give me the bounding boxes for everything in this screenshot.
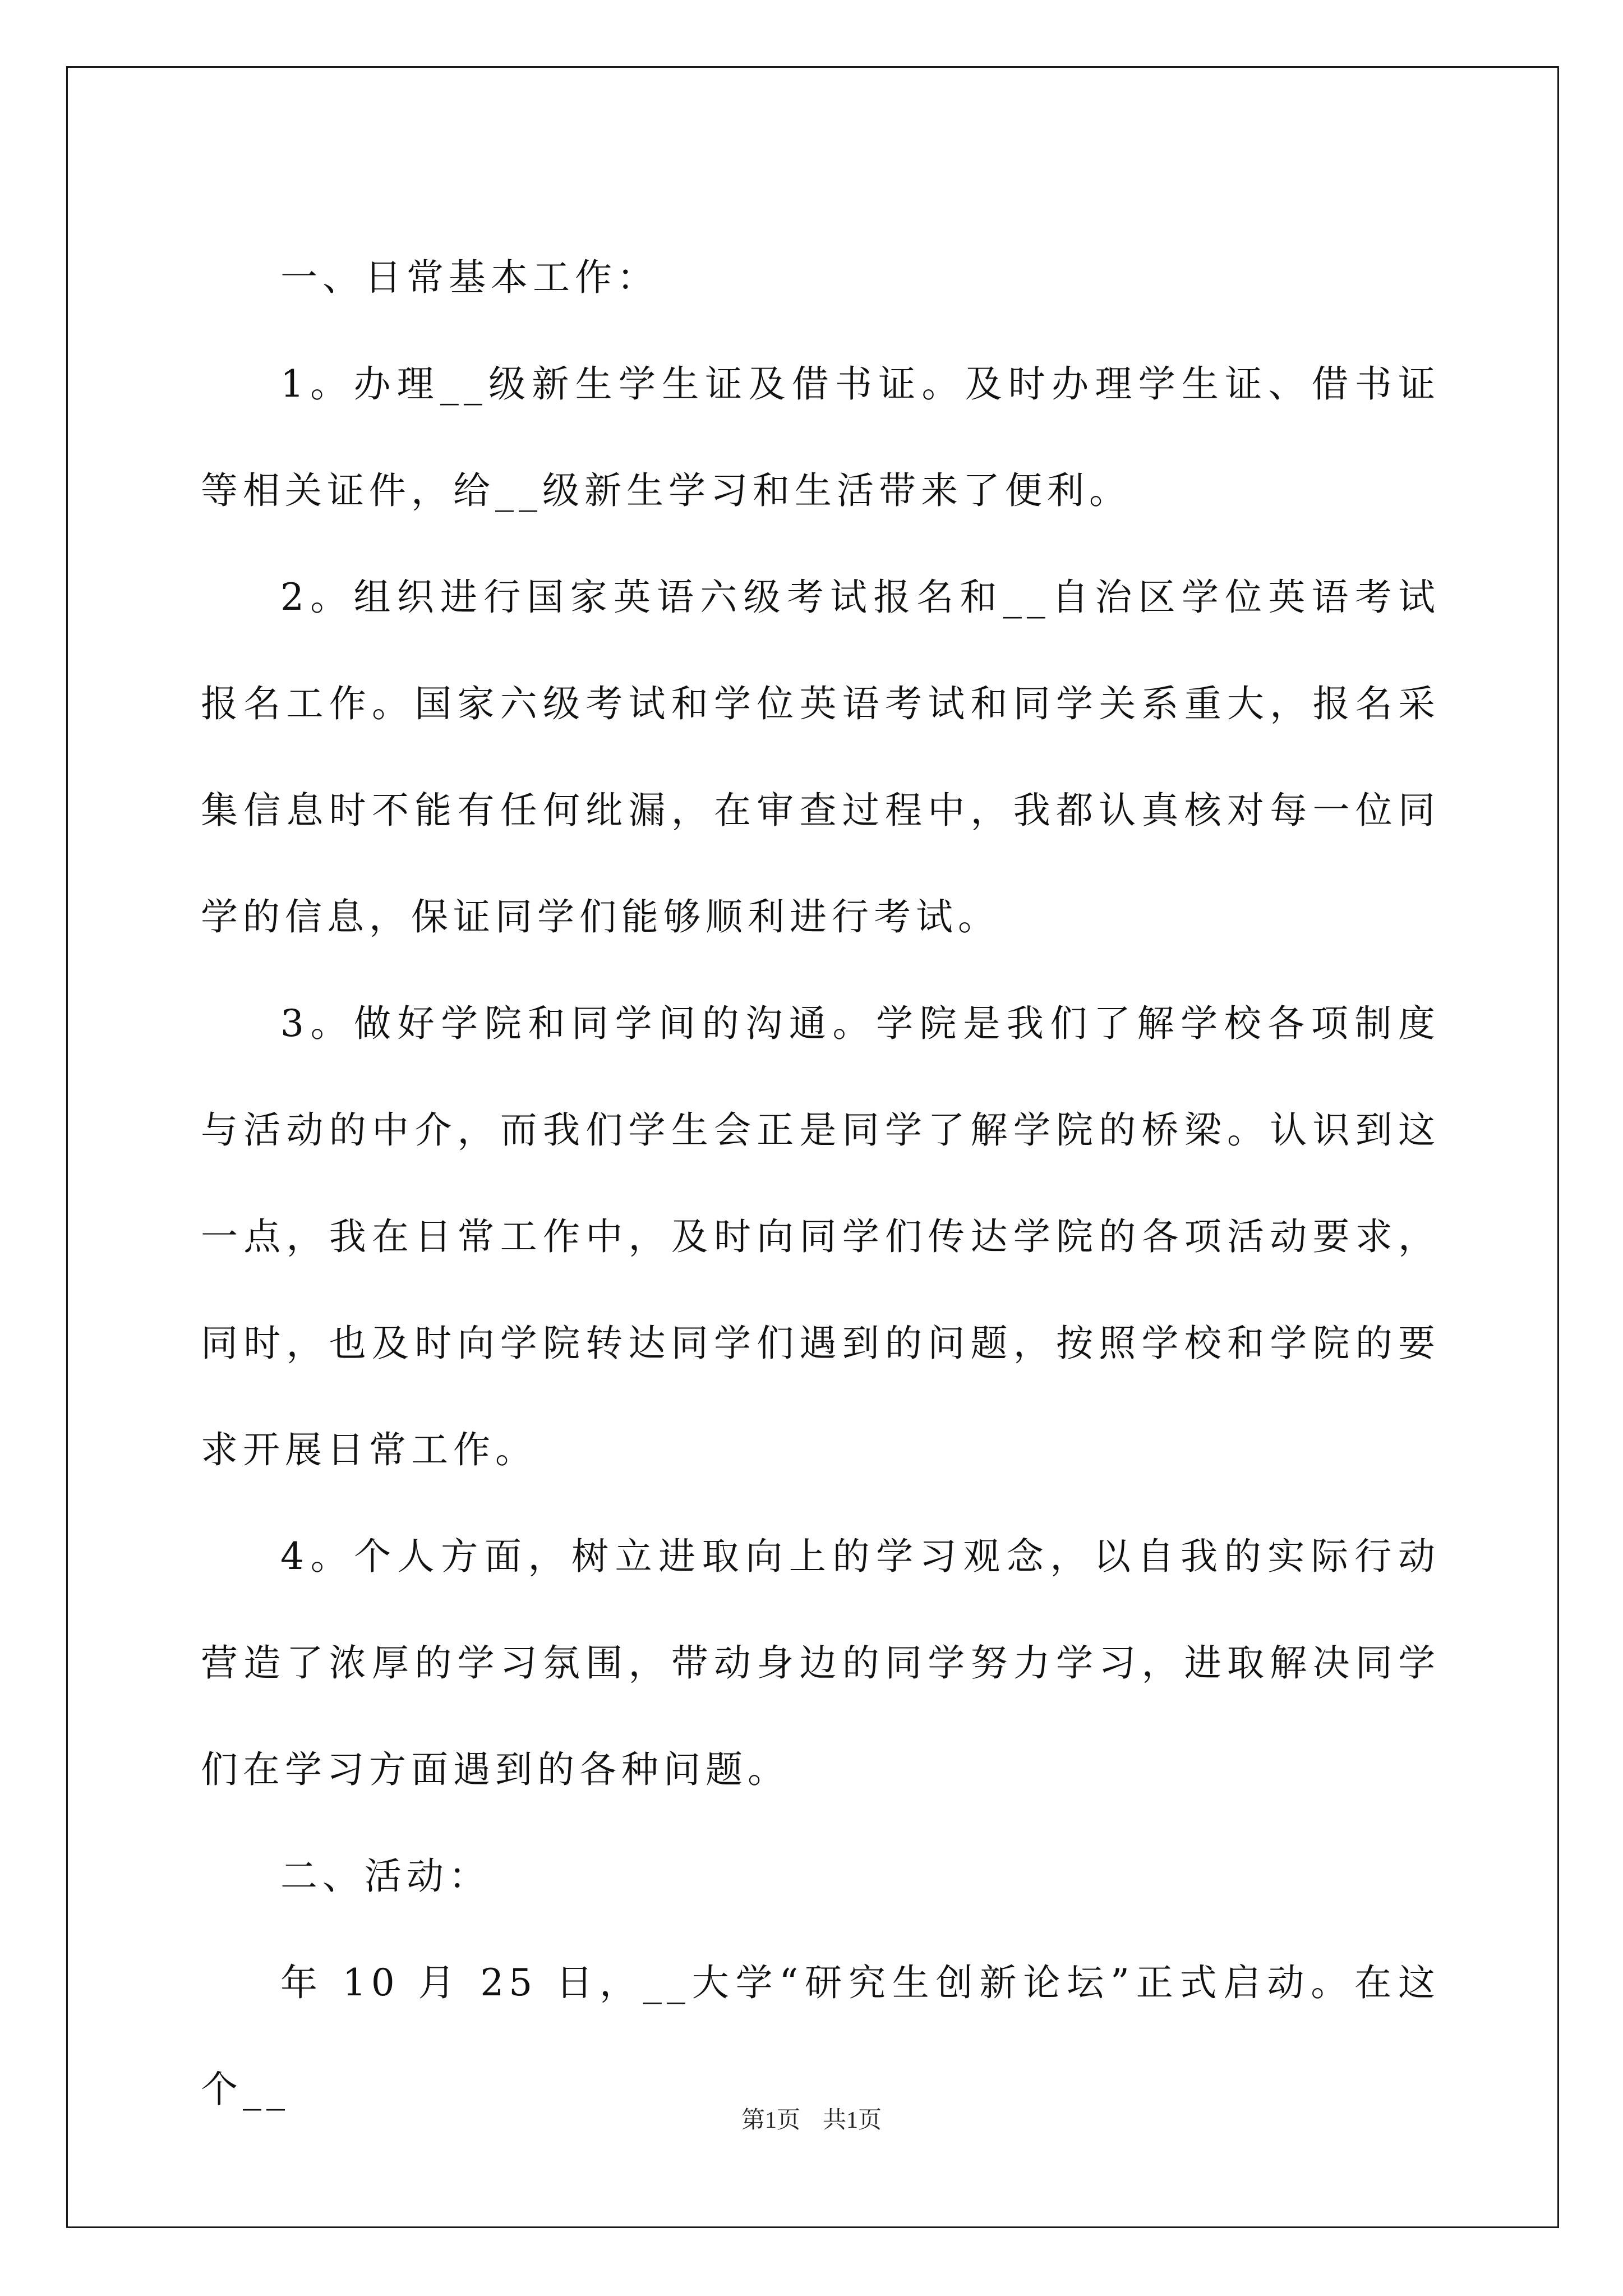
paragraph-item-3: 3。做好学院和同学间的沟通。学院是我们了解学校各项制度与活动的中介，而我们学生会正是同学了解学院的桥梁。认识到这一点，我在日常工作中，及时向同学们传达学院的各项活动要求，同时，也及时向学院转达同学们遇到的问题，按照学校和学院的要求开展日常工作。 [201, 1002, 1440, 1471]
paragraph-item-2: 2。组织进行国家英语六级考试报名和__自治区学位英语考试报名工作。国家六级考试和学位英语考试和同学关系重大，报名采集信息时不能有任何纰漏，在审查过程中，我都认真核对每一位同学的信息，保证同学们能够顺利进行考试。 [201, 576, 1440, 938]
section-heading-activities: 二、活动： [280, 1855, 491, 1898]
paragraph-item-1: 1。办理__级新生学生证及借书证。及时办理学生证、借书证等相关证件，给__级新生学习和生活带来了便利。 [201, 362, 1440, 512]
page-number-current: 第1页 [741, 2108, 800, 2133]
paragraph-item-4: 4。个人方面，树立进取向上的学习观念，以自我的实际行动营造了浓厚的学习氛围，带动身边的同学努力学习，进取解决同学们在学习方面遇到的各种问题。 [201, 1535, 1440, 1791]
paragraph-activity: 年 10 月 25 日，__大学“研究生创新论坛”正式启动。在这个__ [201, 1961, 1440, 2111]
document-body [201, 224, 1440, 2143]
section-heading-daily-work: 一、日常基本工作： [280, 256, 659, 299]
page-number-total: 共1页 [823, 2108, 882, 2133]
page-footer [0, 2104, 1623, 2137]
